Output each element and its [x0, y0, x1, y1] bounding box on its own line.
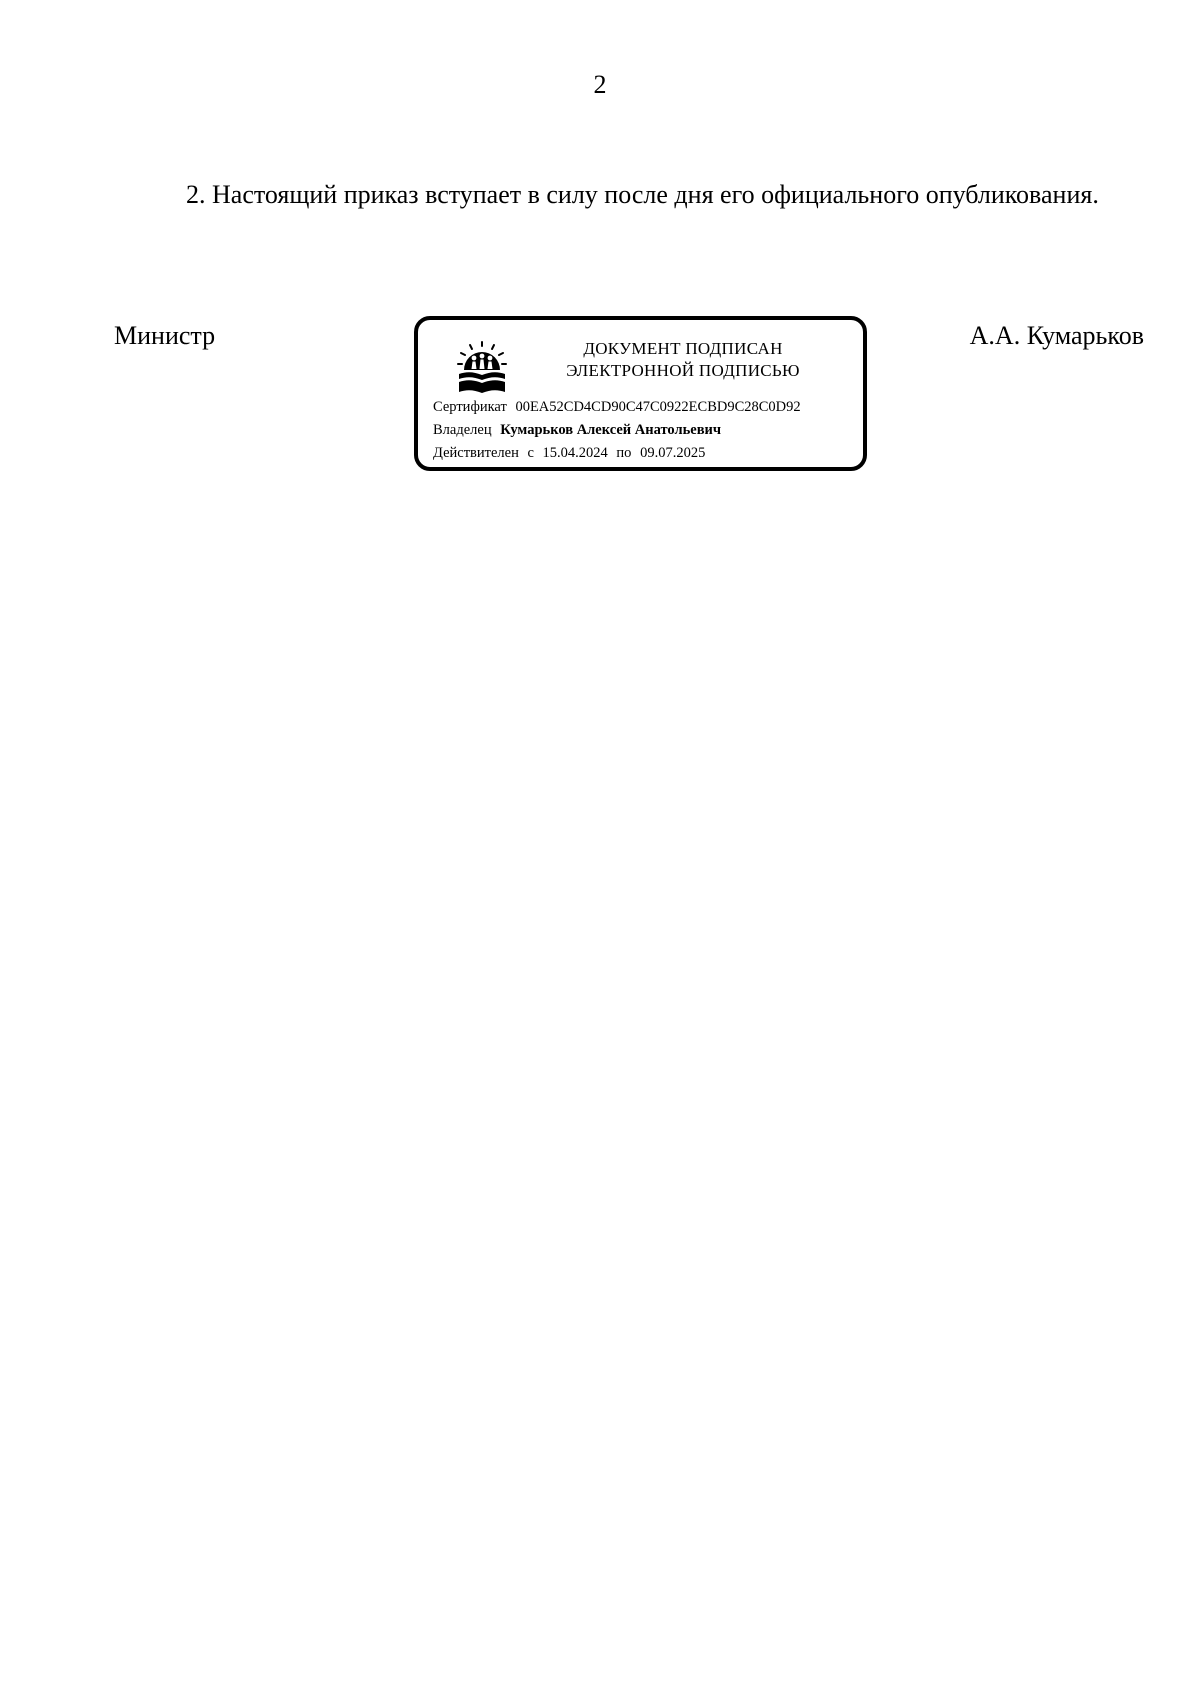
- stamp-header: [523, 338, 843, 382]
- stamp-certificate-line: [433, 397, 801, 417]
- stamp-header-line-1: ДОКУМЕНТ ПОДПИСАН: [583, 339, 783, 358]
- stamp-owner-line: [433, 420, 721, 440]
- certificate-value: 00EA52CD4CD90C47C0922ECBD9C28C0D92: [515, 399, 801, 415]
- page-number: 2: [593, 70, 607, 99]
- position-title: Министр: [114, 321, 216, 350]
- valid-from-date: 15.04.2024: [542, 445, 608, 461]
- valid-to-date: 09.07.2025: [640, 445, 706, 461]
- valid-from-label: с: [527, 445, 534, 461]
- valid-to-label: по: [616, 445, 632, 461]
- regional-emblem-icon: [456, 340, 508, 394]
- certificate-label: Сертификат: [433, 399, 507, 415]
- electronic-signature-stamp: [414, 316, 867, 471]
- owner-label: Владелец: [433, 422, 492, 438]
- stamp-header-line-2: ЭЛЕКТРОННОЙ ПОДПИСЬЮ: [566, 361, 800, 380]
- order-paragraph: 2. Настоящий приказ вступает в силу после дня его официального опубликования.: [186, 180, 1099, 209]
- signer-name: А.А. Кумарьков: [969, 321, 1144, 350]
- stamp-validity-line: [433, 443, 705, 463]
- owner-value: Кумарьков Алексей Анатольевич: [500, 422, 722, 438]
- valid-label: Действителен: [433, 445, 519, 461]
